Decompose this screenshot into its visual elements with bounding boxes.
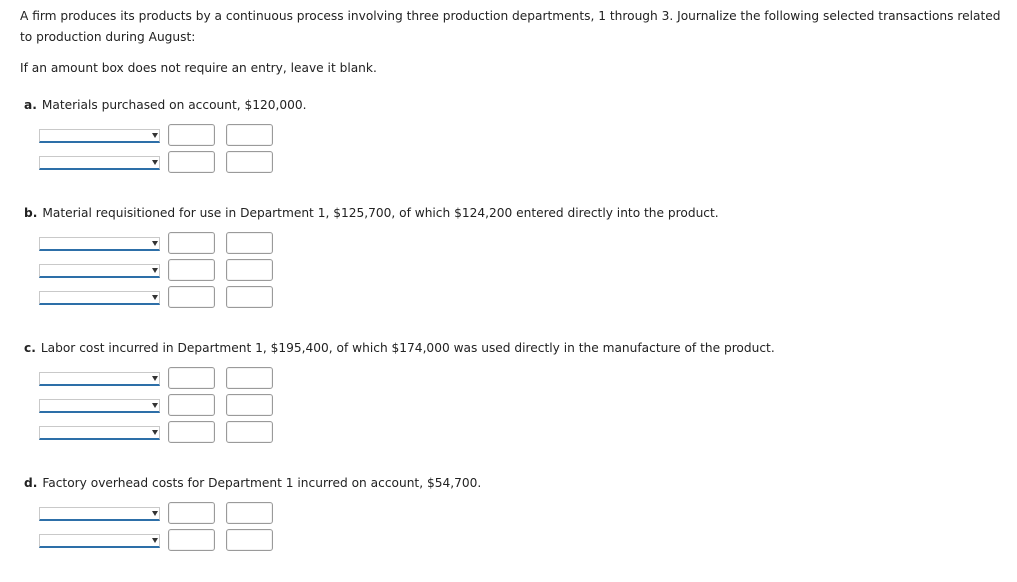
- debit-amount-input[interactable]: [168, 394, 215, 416]
- part-b-text: Material requisitioned for use in Department 1, $125,700, of which $124,200 entered directly into the product.: [42, 206, 719, 220]
- part-b-label: [24, 204, 719, 222]
- account-select[interactable]: [39, 507, 160, 521]
- part-c-label: [24, 339, 775, 357]
- account-select[interactable]: [39, 372, 160, 386]
- account-select[interactable]: [39, 264, 160, 278]
- part-c-text: Labor cost incurred in Department 1, $195,400, of which $174,000 was used directly in the manufacture of the product.: [40, 341, 775, 355]
- credit-amount-input[interactable]: [226, 232, 273, 254]
- part-a-text: Materials purchased on account, $120,000.: [41, 98, 307, 112]
- account-select[interactable]: [39, 156, 160, 170]
- part-a-letter: a.: [24, 98, 37, 112]
- dropdown-arrow-icon: [152, 241, 158, 246]
- dropdown-arrow-icon: [152, 403, 158, 408]
- debit-amount-input[interactable]: [168, 232, 215, 254]
- account-select[interactable]: [39, 534, 160, 548]
- dropdown-arrow-icon: [152, 133, 158, 138]
- debit-amount-input[interactable]: [168, 421, 215, 443]
- debit-amount-input[interactable]: [168, 502, 215, 524]
- dropdown-arrow-icon: [152, 511, 158, 516]
- journal-entry-row: [39, 124, 279, 146]
- credit-amount-input[interactable]: [226, 367, 273, 389]
- account-select[interactable]: [39, 129, 160, 143]
- instruction-text: If an amount box does not require an entry, leave it blank.: [20, 61, 377, 75]
- dropdown-arrow-icon: [152, 430, 158, 435]
- account-select[interactable]: [39, 237, 160, 251]
- journal-entry-row: [39, 502, 279, 524]
- dropdown-arrow-icon: [152, 376, 158, 381]
- journal-entry-row: [39, 151, 279, 173]
- journal-entry-row: [39, 259, 279, 281]
- debit-amount-input[interactable]: [168, 124, 215, 146]
- dropdown-arrow-icon: [152, 268, 158, 273]
- debit-amount-input[interactable]: [168, 367, 215, 389]
- part-c-letter: c.: [24, 341, 36, 355]
- part-b-letter: b.: [24, 206, 38, 220]
- journal-entry-row: [39, 232, 279, 254]
- credit-amount-input[interactable]: [226, 286, 273, 308]
- credit-amount-input[interactable]: [226, 394, 273, 416]
- debit-amount-input[interactable]: [168, 286, 215, 308]
- problem-intro: A firm produces its products by a continuous process involving three production departments, 1 through 3. Journalize the following selected transactions related to production during August:: [20, 9, 1001, 44]
- part-a-label: [24, 96, 307, 114]
- journal-entry-row: [39, 286, 279, 308]
- part-d-letter: d.: [24, 476, 38, 490]
- account-select[interactable]: [39, 399, 160, 413]
- credit-amount-input[interactable]: [226, 259, 273, 281]
- credit-amount-input[interactable]: [226, 124, 273, 146]
- account-select[interactable]: [39, 426, 160, 440]
- journal-entry-row: [39, 529, 279, 551]
- debit-amount-input[interactable]: [168, 151, 215, 173]
- debit-amount-input[interactable]: [168, 259, 215, 281]
- part-d-text: Factory overhead costs for Department 1 incurred on account, $54,700.: [42, 476, 482, 490]
- credit-amount-input[interactable]: [226, 421, 273, 443]
- credit-amount-input[interactable]: [226, 502, 273, 524]
- part-d-label: [24, 474, 481, 492]
- dropdown-arrow-icon: [152, 538, 158, 543]
- account-select[interactable]: [39, 291, 160, 305]
- debit-amount-input[interactable]: [168, 529, 215, 551]
- journal-entry-row: [39, 367, 279, 389]
- journal-entry-row: [39, 394, 279, 416]
- journal-entry-row: [39, 421, 279, 443]
- dropdown-arrow-icon: [152, 160, 158, 165]
- credit-amount-input[interactable]: [226, 529, 273, 551]
- credit-amount-input[interactable]: [226, 151, 273, 173]
- dropdown-arrow-icon: [152, 295, 158, 300]
